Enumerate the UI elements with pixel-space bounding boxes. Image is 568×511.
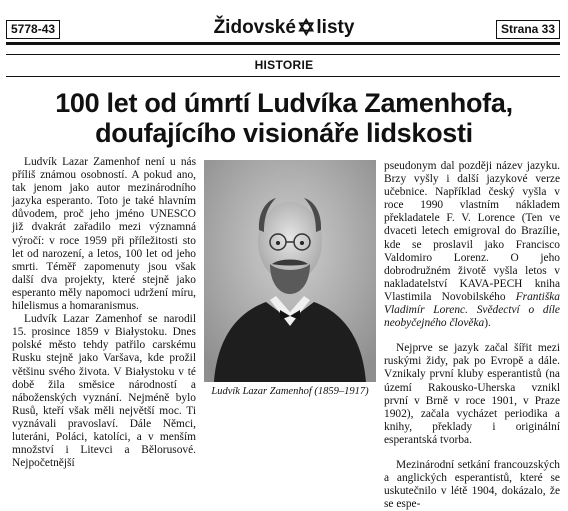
left-column (12, 156, 196, 470)
star-of-david-icon: ✡ (296, 15, 316, 40)
page-number: Strana 33 (496, 20, 560, 39)
newspaper-title (0, 14, 568, 42)
section-rule-bottom (6, 76, 560, 77)
paragraph: Ludvík Lazar Zamenhof se narodil 15. prosince 1859 v Białystoku. Dnes polské město tehdy patřilo carskému Rusku stejně jako Varšava, kde prožil většinu svého života. V Białystoku v té době žila směsice národností a náboženských vyznání. Nejméně bylo Rusů, kteří však měli největší moc. Ti vyznávali pravoslaví. Dále Němci, luteráni, Poláci, katolíci, a v menším množství i Litevci a Bělorusové. Nejpočetnější (12, 313, 196, 470)
paragraph: Mezinárodní setkání francouzských a anglických esperantistů, které se uskutečnilo v létě 1904, dokázalo, že se espe- (384, 458, 560, 511)
paragraph-text: ). (484, 317, 491, 330)
headline-line-1: 100 let od úmrtí Ludvíka Zamenhofa, (55, 88, 513, 118)
header-rule (6, 42, 560, 45)
book-title: Františka Vladimír Lorenc. Svědectví o díle neobyčejného člověka (384, 290, 560, 330)
section-rule-top (6, 54, 560, 55)
title-part-1: Židovské (213, 17, 296, 38)
title-part-2: listy (316, 17, 355, 38)
paragraph-text: pseudonym dal později název jazyku. Brzy vyšly i další jazykové verze učebnice. Například český vyšla v roce 1990 vlastním nákladem překladatele F. V. Lorence (Ten ve dvaceti letech emigroval do Brazílie, kde se proslavil jako Francisco Valdomiro Lorenz. O jeho dobrodružném životě vyšla letos v nakladatelství KAVA-PECH kniha Vlastimila Novobilského (384, 160, 560, 303)
paragraph: Nejprve se jazyk začal šířit mezi ruskými židy, pak po Evropě a dále. Vznikaly první kluby esperantistů (na území Rakousko-Uherska vznikl první v Brně v roce 1901, v Praze 1902), začala vycházet periodika a knihy, překlady i originální esperantská tvorba. (384, 342, 560, 446)
right-column (384, 160, 560, 511)
article-headline (0, 88, 568, 148)
section-label: HISTORIE (254, 58, 314, 72)
headline-line-2: doufajícího visionáře lidskosti (95, 118, 473, 148)
portrait-image (204, 160, 376, 382)
issue-number: 5778-43 (6, 20, 60, 39)
paragraph (384, 160, 560, 330)
photo-caption: Ludvík Lazar Zamenhof (1859–1917) (211, 386, 369, 397)
paragraph: Ludvík Lazar Zamenhof není u nás příliš známou osobností. A pokud ano, tak jenom jako autor mezinárodního jazyka esperanto. Toto je také hlavním důvodem, proč jeho jméno UNESCO již dvakrát zařadilo mezi významná výročí: v roce 1959 při příležitosti sto let od narození, a letos, 100 let od jeho smrti. Téměř zapomenuty jsou však další dva projekty, které stejně jako esperanto měly napomoci udržení míru, hilelismus a homaranismus. (12, 156, 196, 313)
masthead-bar (0, 0, 568, 56)
portrait-photo (204, 160, 376, 382)
